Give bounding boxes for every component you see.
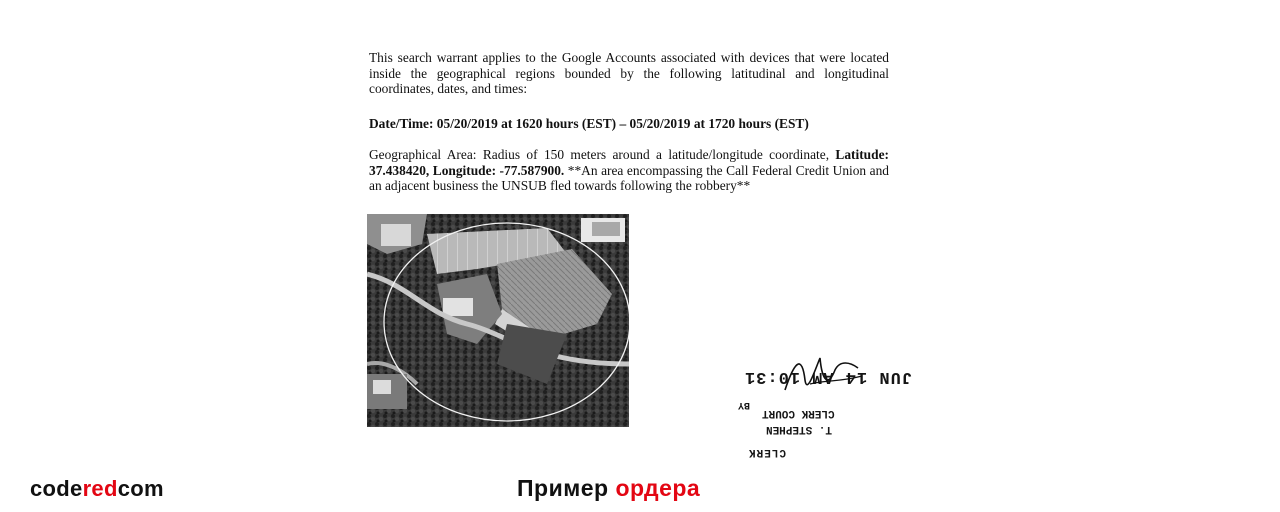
stamp-date-line: JUN 14 AM 10:31 (744, 367, 913, 386)
warrant-datetime: Date/Time: 05/20/2019 at 1620 hours (EST) – 05/20/2019 at 1720 hours (EST) (369, 116, 809, 131)
area-coordinates: Latitude: 37.438420, Longitude: -77.587900. (369, 147, 889, 178)
stamp-clerk-line: T. STEPHEN (766, 423, 833, 435)
caption-part-1: Пример (517, 475, 616, 501)
stamp-small-line: BY (738, 399, 751, 410)
signature-mark (780, 350, 870, 400)
warrant-document (358, 36, 943, 468)
area-prefix: Geographical Area: Radius of 150 meters around a latitude/longitude coordinate, (369, 147, 836, 162)
area-suffix: **An area encompassing the Call Federal Credit Union and an adjacent business the UNSUB fled towards following the robbery** (369, 162, 889, 193)
brand-part-code: code (30, 476, 83, 501)
court-clerk-stamp (736, 336, 943, 468)
warrant-area-paragraph (369, 147, 889, 194)
caption-part-2: ордера (615, 475, 701, 501)
aerial-map-image (367, 214, 629, 427)
stamp-top-line: CLERK (748, 446, 787, 458)
brand-part-com: com (117, 476, 164, 501)
warrant-intro-paragraph: This search warrant applies to the Google Accounts associated with devices that were located inside the geographical regions bounded by the following latitudinal and longitudinal coordinates, dates, and times: (369, 50, 889, 96)
caption-title (517, 475, 700, 502)
brand-part-red: red (82, 476, 118, 501)
stamp-court-line: CLERK COURT (762, 407, 835, 419)
brand-logo (30, 476, 164, 502)
